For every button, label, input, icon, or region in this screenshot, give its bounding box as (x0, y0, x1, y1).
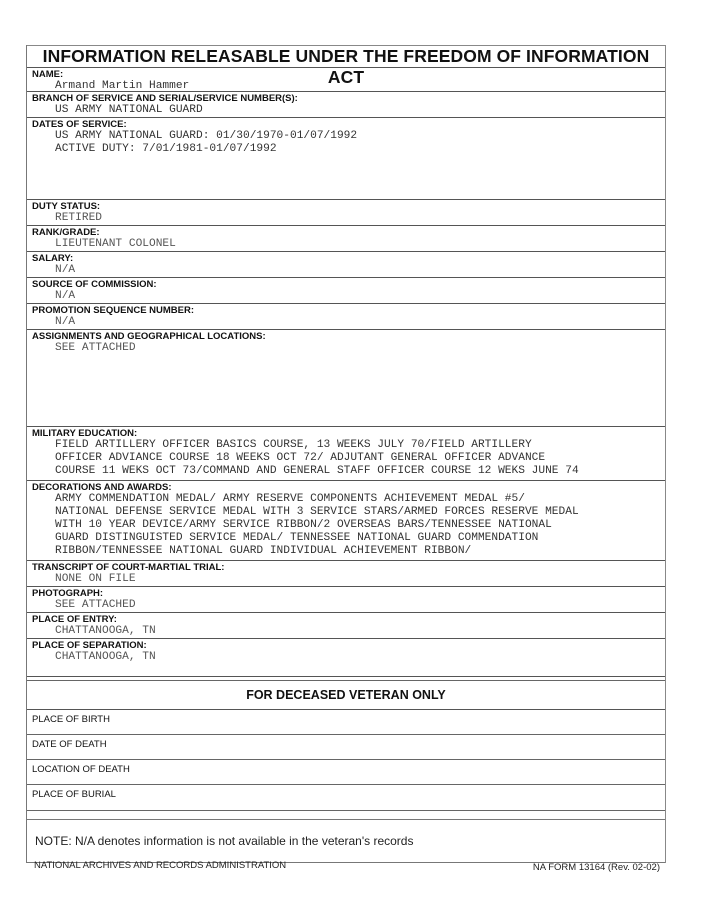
field-label: PLACE OF ENTRY: (32, 614, 117, 625)
field-date-of-death (27, 735, 665, 760)
deceased-section-heading: FOR DECEASED VETERAN ONLY (27, 680, 665, 710)
field-value: US ARMY NATIONAL GUARD (55, 104, 203, 116)
field-label: BRANCH OF SERVICE AND SERIAL/SERVICE NUMBER(S): (32, 93, 298, 104)
field-label: ASSIGNMENTS AND GEOGRAPHICAL LOCATIONS: (32, 331, 266, 342)
field-assignments (27, 330, 665, 427)
field-label: DECORATIONS AND AWARDS: (32, 482, 172, 493)
field-label: DATES OF SERVICE: (32, 119, 127, 130)
field-label: PLACE OF BIRTH (32, 714, 110, 725)
field-label: RANK/GRADE: (32, 227, 100, 238)
field-value-line: RIBBON/TENNESSEE NATIONAL GUARD INDIVIDUAL ACHIEVEMENT RIBBON/ (55, 545, 472, 557)
field-value: N/A (55, 264, 76, 276)
field-place-of-separation (27, 639, 665, 677)
field-label: DUTY STATUS: (32, 201, 101, 212)
foia-form (26, 45, 666, 863)
form-title: INFORMATION RELEASABLE UNDER THE FREEDOM OF INFORMATION ACT (27, 45, 665, 68)
field-promotion-sequence-number (27, 304, 665, 330)
field-label: PHOTOGRAPH: (32, 588, 104, 599)
field-value: N/A (55, 290, 76, 302)
field-place-of-birth (27, 710, 665, 735)
field-label: NAME: (32, 69, 64, 80)
field-name (27, 68, 665, 92)
field-value: SEE ATTACHED (55, 342, 136, 354)
field-label: SALARY: (32, 253, 74, 264)
field-place-of-entry (27, 613, 665, 639)
field-label: MILITARY EDUCATION: (32, 428, 138, 439)
field-value-line: ACTIVE DUTY: 7/01/1981-01/07/1992 (55, 143, 277, 155)
field-salary (27, 252, 665, 278)
field-value: SEE ATTACHED (55, 599, 136, 611)
field-value-line: COURSE 11 WEKS OCT 73/COMMAND AND GENERAL STAFF OFFICER COURSE 12 WEKS JUNE 74 (55, 465, 579, 477)
note-text: NOTE: N/A denotes information is not available in the veteran's records (27, 819, 665, 863)
field-court-martial (27, 561, 665, 587)
field-value-line: ARMY COMMENDATION MEDAL/ ARMY RESERVE COMPONENTS ACHIEVEMENT MEDAL #5/ (55, 493, 525, 505)
field-value: CHATTANOOGA, TN (55, 651, 156, 663)
field-dates-of-service (27, 118, 665, 200)
field-value-line: FIELD ARTILLERY OFFICER BASICS COURSE, 13 WEEKS JULY 70/FIELD ARTILLERY (55, 439, 532, 451)
field-rank-grade (27, 226, 665, 252)
field-location-of-death (27, 760, 665, 785)
field-value: RETIRED (55, 212, 102, 224)
field-value: LIEUTENANT COLONEL (55, 238, 176, 250)
footer-agency: NATIONAL ARCHIVES AND RECORDS ADMINISTRATION (34, 860, 287, 871)
field-place-of-burial (27, 785, 665, 811)
field-value: Armand Martin Hammer (55, 80, 190, 92)
field-value-line: GUARD DISTINGUISTED SERVICE MEDAL/ TENNESSEE NATIONAL GUARD COMMENDATION (55, 532, 539, 544)
field-branch (27, 92, 665, 118)
field-value: N/A (55, 316, 76, 328)
footer-form-number: NA FORM 13164 (Rev. 02-02) (532, 862, 660, 873)
field-duty-status (27, 200, 665, 226)
field-value-line: US ARMY NATIONAL GUARD: 01/30/1970-01/07/1992 (55, 130, 358, 142)
field-decorations-awards (27, 481, 665, 561)
field-value: NONE ON FILE (55, 573, 136, 585)
field-label: PLACE OF SEPARATION: (32, 640, 147, 651)
field-value: CHATTANOOGA, TN (55, 625, 156, 637)
field-label: SOURCE OF COMMISSION: (32, 279, 157, 290)
field-military-education (27, 427, 665, 481)
field-value-line: WITH 10 YEAR DEVICE/ARMY SERVICE RIBBON/2 OVERSEAS BARS/TENNESSEE NATIONAL (55, 519, 552, 531)
field-value-line: OFFICER ADVIANCE COURSE 18 WEEKS OCT 72/ ADJUTANT GENERAL OFFICER ADVANCE (55, 452, 546, 464)
field-label: TRANSCRIPT OF COURT-MARTIAL TRIAL: (32, 562, 225, 573)
field-label: PROMOTION SEQUENCE NUMBER: (32, 305, 195, 316)
field-photograph (27, 587, 665, 613)
field-source-of-commission (27, 278, 665, 304)
field-value-line: NATIONAL DEFENSE SERVICE MEDAL WITH 3 SERVICE STARS/ARMED FORCES RESERVE MEDAL (55, 506, 579, 518)
field-label: PLACE OF BURIAL (32, 789, 116, 800)
field-label: DATE OF DEATH (32, 739, 107, 750)
field-label: LOCATION OF DEATH (32, 764, 130, 775)
